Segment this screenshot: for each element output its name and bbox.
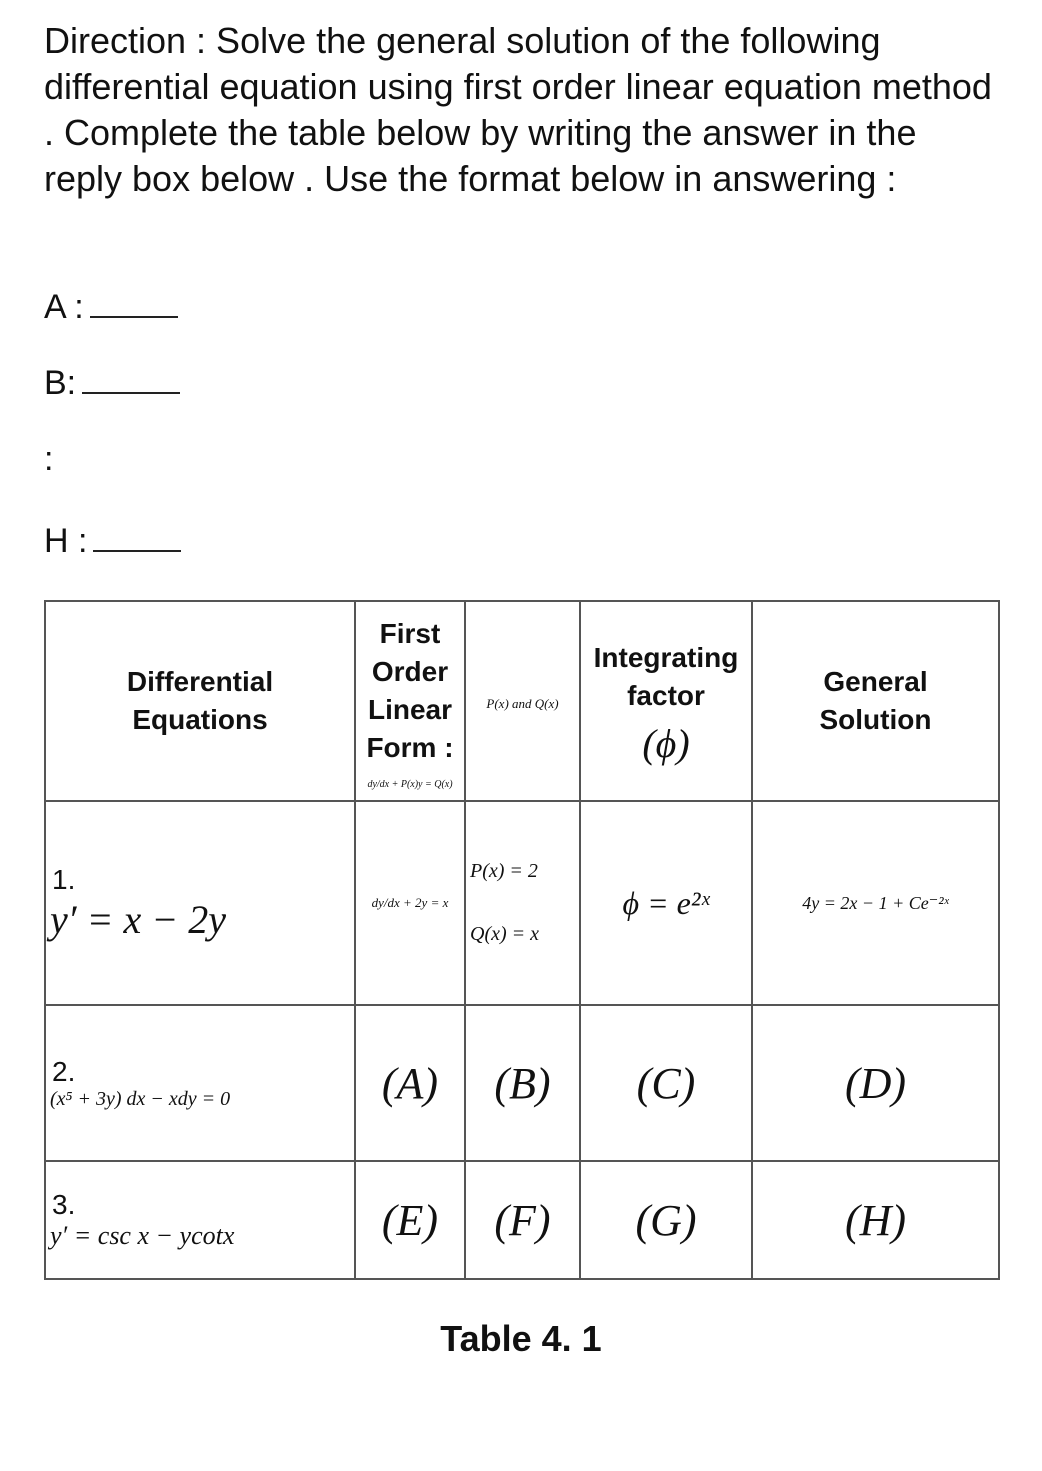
fol-formula: dy/dx + P(x)y = Q(x) <box>367 779 453 790</box>
header-p-and-q: P(x) and Q(x) <box>465 601 580 801</box>
table-row <box>45 801 999 1005</box>
table-caption: Table 4. 1 <box>440 1318 602 1359</box>
row1-differential-equation: 1. y′ = x − 2y <box>45 801 355 1005</box>
answer-format-a <box>44 288 178 327</box>
table-row <box>45 1161 999 1279</box>
row1-general-solution: 4y = 2x − 1 + Ce⁻²ˣ <box>752 801 999 1005</box>
header-differential-equations: Differential Equations <box>45 601 355 801</box>
cell-placeholder-a: (A) <box>355 1005 465 1161</box>
cell-placeholder-d: (D) <box>752 1005 999 1161</box>
cell-placeholder-g: (G) <box>580 1161 752 1279</box>
row3-differential-equation: 3. y′ = csc x − ycotx <box>45 1161 355 1279</box>
answer-format-h <box>44 522 181 561</box>
phi-symbol: (ϕ) <box>642 721 690 766</box>
header-integrating-factor: Integrating factor (ϕ) <box>580 601 752 801</box>
answer-blank <box>82 382 180 394</box>
answer-label: : <box>44 440 54 478</box>
header-first-order-linear-form: First Order Linear Form : dy/dx + P(x)y = Q(x) <box>355 601 465 801</box>
cell-placeholder-f: (F) <box>465 1161 580 1279</box>
answer-label: A : <box>44 288 84 326</box>
direction-text: Direction : Solve the general solution of the following differential equation using first order linear equation method . Complete the table below by writing the answer in the reply box below . Use the format below in answering : <box>44 20 992 199</box>
table-header-row <box>45 601 999 801</box>
solution-table <box>44 600 1000 1280</box>
answer-blank <box>90 306 178 318</box>
cell-placeholder-b: (B) <box>465 1005 580 1161</box>
answer-format-b <box>44 364 180 403</box>
answer-blank <box>93 540 181 552</box>
cell-placeholder-e: (E) <box>355 1161 465 1279</box>
row1-p-and-q: P(x) = 2 Q(x) = x <box>465 801 580 1005</box>
answer-format-ellipsis <box>44 440 53 479</box>
answer-label: H : <box>44 522 88 560</box>
answer-label: B: <box>44 364 77 402</box>
cell-placeholder-c: (C) <box>580 1005 752 1161</box>
row2-differential-equation: 2. (x⁵ + 3y) dx − xdy = 0 <box>45 1005 355 1161</box>
row1-integrating-factor: ϕ = e²ˣ <box>580 801 752 1005</box>
cell-placeholder-h: (H) <box>752 1161 999 1279</box>
header-general-solution: General Solution <box>752 601 999 801</box>
row1-linear-form: dy/dx + 2y = x <box>355 801 465 1005</box>
table-row <box>45 1005 999 1161</box>
